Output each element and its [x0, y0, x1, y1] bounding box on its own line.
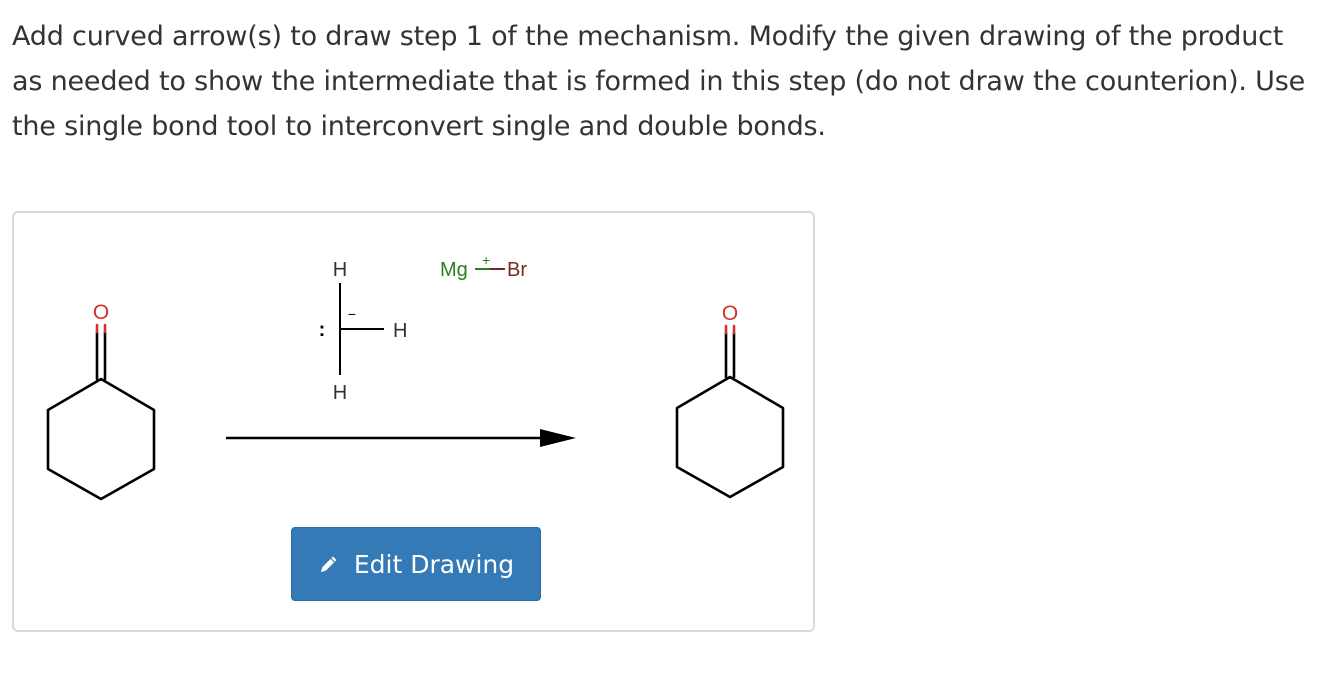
reagent-lone-pair: :	[318, 319, 326, 341]
counterion	[440, 252, 527, 281]
reaction-arrow	[226, 429, 576, 447]
reagent-top-h: H	[332, 259, 348, 281]
product-oxygen: O	[721, 302, 739, 325]
reagent-right-h: H	[393, 320, 408, 342]
edit-drawing-button[interactable]	[291, 527, 541, 601]
product-cyclohexanone	[677, 326, 783, 497]
reagent-bottom-h: H	[332, 382, 348, 404]
counterion-mg: Mg	[440, 259, 468, 281]
question-text: Add curved arrow(s) to draw step 1 of the mechanism. Modify the given drawing of the product as needed to show the intermediate that is formed in this step (do not draw the counterion). Use the single bond tool to interconvert single and double bonds.	[12, 21, 1306, 142]
counterion-charge: +	[482, 252, 491, 268]
edit-drawing-label: Edit Drawing	[353, 549, 515, 579]
reactant-oxygen: O	[92, 301, 110, 324]
pencil-icon	[318, 553, 340, 575]
reagent-negative-charge: −	[347, 306, 357, 322]
drawing-panel	[12, 211, 815, 632]
reactant-cyclohexanone	[48, 325, 154, 499]
hydride-reagent	[319, 259, 408, 404]
counterion-br: Br	[507, 259, 527, 281]
